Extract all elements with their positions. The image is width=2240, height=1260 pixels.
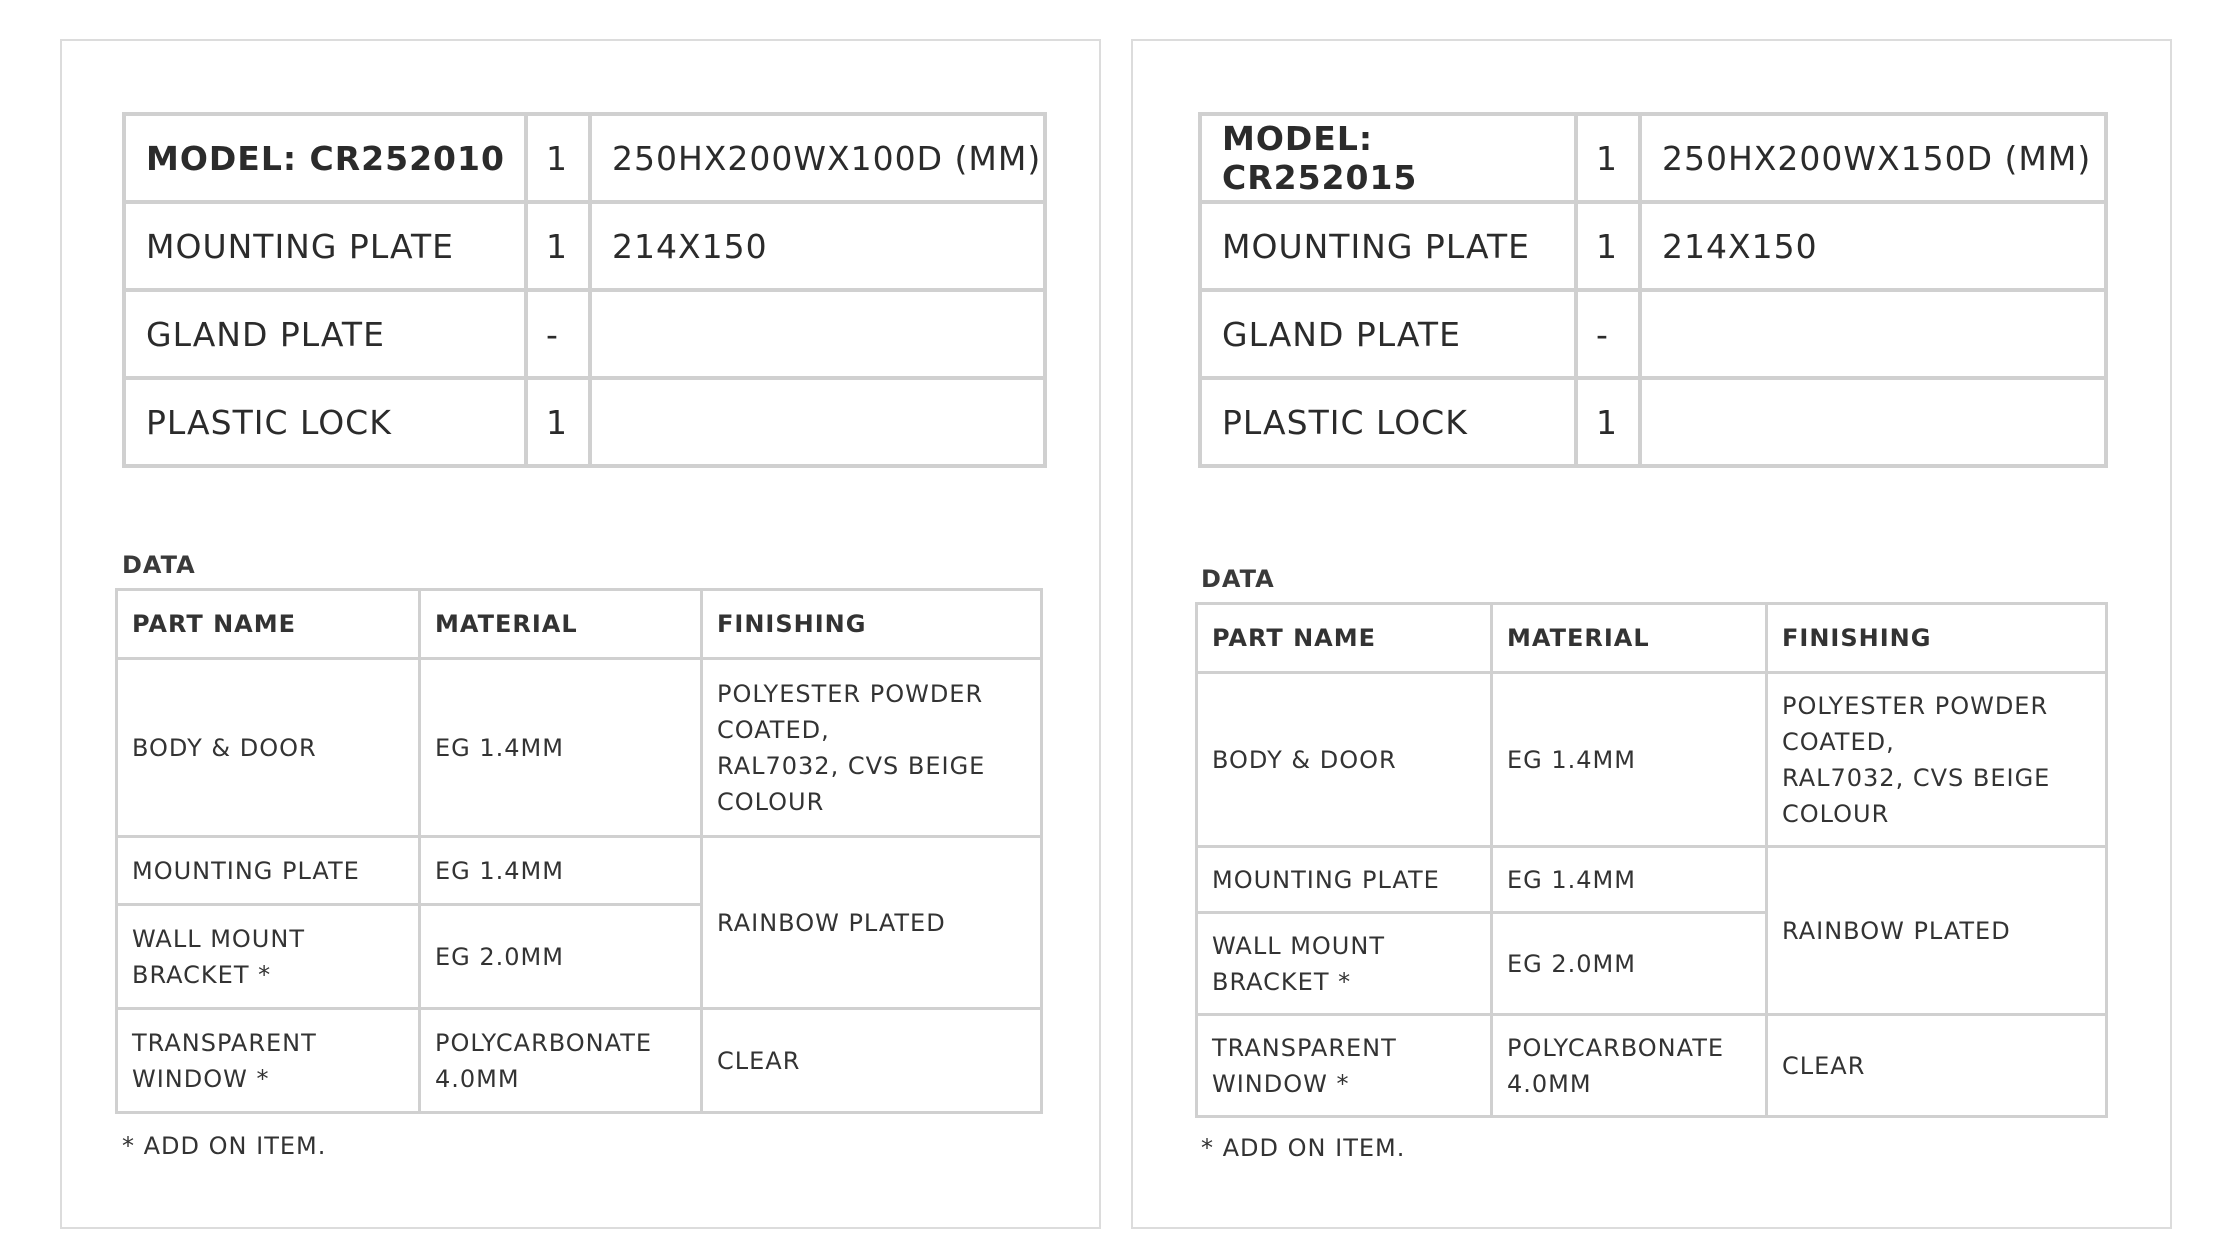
model-dimensions: 250HX200WX150D (MM) — [1640, 114, 2106, 202]
parts-data-table — [1195, 602, 2108, 1118]
item-value — [590, 290, 1045, 378]
part-material: EG 2.0MM — [420, 905, 702, 1009]
part-finishing: CLEAR — [702, 1009, 1042, 1113]
data-section-title: DATA — [122, 551, 196, 579]
part-finishing: POLYESTER POWDER COATED, RAL7032, CVS BEIGE COLOUR — [702, 659, 1042, 837]
model-dimensions: 250HX200WX100D (MM) — [590, 114, 1045, 202]
item-value: 214X150 — [590, 202, 1045, 290]
model-qty: 1 — [1576, 114, 1640, 202]
part-material: POLYCARBONATE 4.0MM — [1492, 1015, 1767, 1117]
item-name: MOUNTING PLATE — [1200, 202, 1576, 290]
model-label: MODEL: CR252010 — [124, 114, 526, 202]
item-qty: 1 — [1576, 202, 1640, 290]
model-label: MODEL: CR252015 — [1200, 114, 1576, 202]
part-name: WALL MOUNT BRACKET * — [1197, 913, 1492, 1015]
part-name: WALL MOUNT BRACKET * — [117, 905, 420, 1009]
item-qty: 1 — [1576, 378, 1640, 466]
part-material: EG 2.0MM — [1492, 913, 1767, 1015]
part-name: BODY & DOOR — [117, 659, 420, 837]
part-material: EG 1.4MM — [1492, 847, 1767, 913]
column-header-material: MATERIAL — [420, 590, 702, 659]
item-qty: 1 — [526, 202, 590, 290]
item-value — [1640, 290, 2106, 378]
column-header-finishing: FINISHING — [1767, 604, 2107, 673]
part-name: TRANSPARENT WINDOW * — [1197, 1015, 1492, 1117]
part-name: BODY & DOOR — [1197, 673, 1492, 847]
parts-data-table — [115, 588, 1043, 1114]
spec-panel-cr252015 — [1131, 39, 2172, 1229]
table-row — [117, 837, 1042, 905]
column-header-material: MATERIAL — [1492, 604, 1767, 673]
table-row — [1197, 1015, 2107, 1117]
table-row — [124, 202, 1045, 290]
table-row — [124, 290, 1045, 378]
part-material: EG 1.4MM — [420, 659, 702, 837]
item-name: PLASTIC LOCK — [1200, 378, 1576, 466]
part-name: MOUNTING PLATE — [1197, 847, 1492, 913]
part-material: POLYCARBONATE 4.0MM — [420, 1009, 702, 1113]
add-on-note: * ADD ON ITEM. — [1201, 1134, 1406, 1162]
item-qty: - — [1576, 290, 1640, 378]
table-row — [1197, 847, 2107, 913]
part-material: EG 1.4MM — [1492, 673, 1767, 847]
item-qty: 1 — [526, 378, 590, 466]
part-name: TRANSPARENT WINDOW * — [117, 1009, 420, 1113]
part-material: EG 1.4MM — [420, 837, 702, 905]
item-name: MOUNTING PLATE — [124, 202, 526, 290]
item-name: GLAND PLATE — [1200, 290, 1576, 378]
part-finishing: POLYESTER POWDER COATED, RAL7032, CVS BEIGE COLOUR — [1767, 673, 2107, 847]
table-row — [1197, 673, 2107, 847]
table-row — [124, 114, 1045, 202]
part-finishing: CLEAR — [1767, 1015, 2107, 1117]
item-name: GLAND PLATE — [124, 290, 526, 378]
table-row — [124, 378, 1045, 466]
add-on-note: * ADD ON ITEM. — [122, 1132, 327, 1160]
table-row — [117, 1009, 1042, 1113]
table-row — [117, 659, 1042, 837]
model-qty: 1 — [526, 114, 590, 202]
column-header-finishing: FINISHING — [702, 590, 1042, 659]
table-row — [1200, 290, 2106, 378]
part-name: MOUNTING PLATE — [117, 837, 420, 905]
spec-panel-cr252010 — [60, 39, 1101, 1229]
column-header-part-name: PART NAME — [1197, 604, 1492, 673]
item-name: PLASTIC LOCK — [124, 378, 526, 466]
table-header-row — [1197, 604, 2107, 673]
model-spec-table — [122, 112, 1047, 468]
table-row — [1200, 202, 2106, 290]
part-finishing: RAINBOW PLATED — [1767, 847, 2107, 1015]
item-value — [1640, 378, 2106, 466]
item-value — [590, 378, 1045, 466]
table-row — [1200, 114, 2106, 202]
table-header-row — [117, 590, 1042, 659]
column-header-part-name: PART NAME — [117, 590, 420, 659]
data-section-title: DATA — [1201, 565, 1275, 593]
item-qty: - — [526, 290, 590, 378]
model-spec-table — [1198, 112, 2108, 468]
item-value: 214X150 — [1640, 202, 2106, 290]
part-finishing: RAINBOW PLATED — [702, 837, 1042, 1009]
table-row — [1200, 378, 2106, 466]
